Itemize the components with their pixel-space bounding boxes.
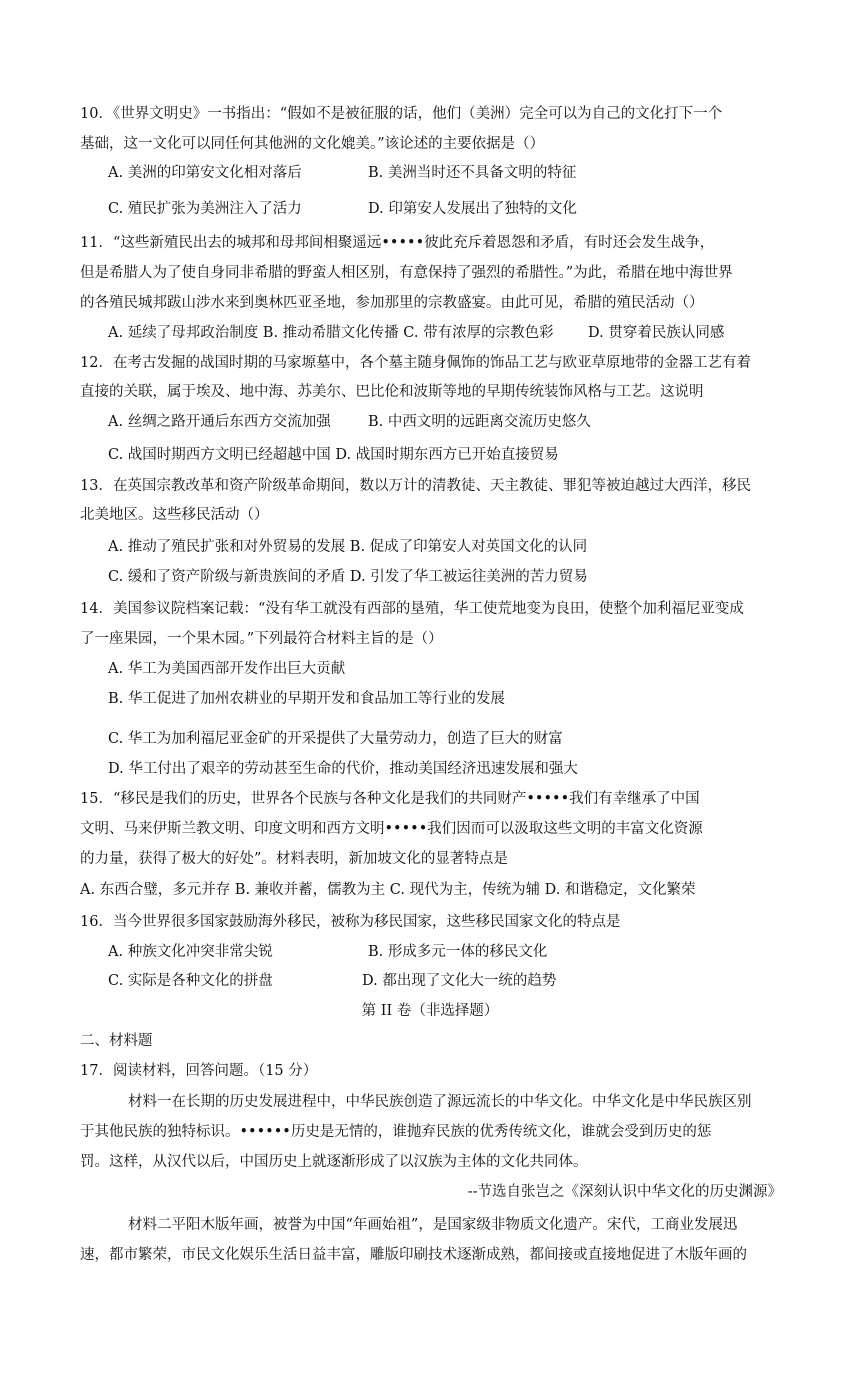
- q15-options: A. 东西合璧，多元并存 B. 兼收并蓄，儒教为主 C. 现代为主，传统为辅 D. 和谐稳定，文化繁荣: [80, 882, 696, 898]
- q10-option-a: A. 美洲的印第安文化相对落后: [108, 165, 302, 181]
- q10-stem-line1: 10．《世界文明史》一书指出：“假如不是被征服的话，他们（美洲）完全可以为自己的文化打下一个: [80, 106, 723, 122]
- q16-option-c: C. 实际是各种文化的拼盘: [108, 973, 273, 989]
- q14-stem-line2: 了一座果园，一个果木园。”下列最符合材料主旨的是（）: [80, 631, 443, 647]
- q17-material1-line2: 于其他民族的独特标识。••••••历史是无情的，谁抛弃民族的优秀传统文化，谁就会受到历史的惩: [80, 1124, 712, 1140]
- q10-stem-line2: 基础，这一文化可以同任何其他洲的文化媲美。”该论述的主要依据是（）: [80, 136, 545, 152]
- q15-stem-line3: 的力量，获得了极大的好处”。材料表明，新加坡文化的显著特点是: [80, 851, 508, 867]
- q12-stem-line1: 12．在考古发掘的战国时期的马家塬墓中，各个墓主随身佩饰的饰品工艺与欧亚草原地带的金器工艺有着: [80, 355, 751, 371]
- q14-stem-line1: 14．美国参议院档案记载：“没有华工就没有西部的垦殖，华工使荒地变为良田，使整个加利福尼亚变成: [80, 601, 744, 617]
- q13-options-ab: A. 推动了殖民扩张和对外贸易的发展 B. 促成了印第安人对英国文化的认同: [108, 539, 588, 555]
- q17-material1-source: --节选自张岂之《深刻认识中华文化的历史渊源》: [467, 1184, 782, 1200]
- q17-material2-line2: 速，都市繁荣，市民文化娱乐生活日益丰富，雕版印刷技术逐渐成熟，都间接或直接地促进了木版年画的: [80, 1247, 747, 1263]
- q11-stem-line1: 11．“这些新殖民出去的城邦和母邦间相聚遥远•••••彼此充斥着恩怨和矛盾，有时还会发生战争，: [80, 235, 715, 251]
- q17-material1-line1: 材料一在长期的历史发展进程中，中华民族创造了源远流长的中华文化。中华文化是中华民族区别: [128, 1094, 752, 1110]
- q17-stem: 17．阅读材料，回答问题。（15 分）: [80, 1063, 318, 1079]
- q16-stem: 16．当今世界很多国家鼓励海外移民，被称为移民国家，这些移民国家文化的特点是: [80, 914, 621, 930]
- q12-option-b: B. 中西文明的远距离交流历史悠久: [368, 414, 591, 430]
- q12-stem-line2: 直接的关联，属于埃及、地中海、苏美尔、巴比伦和波斯等地的早期传统装饰风格与工艺。这说明: [80, 384, 704, 400]
- q11-stem-line2: 但是希腊人为了使自身同非希腊的野蛮人相区别，有意保持了强烈的希腊性。”为此，希腊在地中海世界: [80, 265, 733, 281]
- q17-material1-line3: 罚。这样，从汉代以后，中国历史上就逐渐形成了以汉族为主体的文化共同体。: [80, 1154, 588, 1170]
- q11-stem-line3: 的各殖民城邦跋山涉水来到奥林匹亚圣地，参加那里的宗教盛宴。由此可见，希腊的殖民活动（）: [80, 295, 704, 311]
- q16-option-b: B. 形成多元一体的移民文化: [368, 944, 548, 960]
- q15-stem-line1: 15．“移民是我们的历史，世界各个民族与各种文化是我们的共同财产•••••我们有幸继承了中国: [80, 791, 700, 807]
- q16-option-d: D. 都出现了文化大一统的趋势: [362, 973, 557, 989]
- q17-material2-line1: 材料二平阳木版年画，被誉为中国“年画始祖”，是国家级非物质文化遗产。宋代，工商业发展迅: [128, 1217, 738, 1233]
- q12-option-a: A. 丝绸之路开通后东西方交流加强: [108, 414, 331, 430]
- q10-option-b: B. 美洲当时还不具备文明的特征: [368, 165, 577, 181]
- q15-stem-line2: 文明、马来伊斯兰教文明、印度文明和西方文明•••••我们因而可以汲取这些文明的丰富文化资源: [80, 821, 703, 837]
- q10-option-d: D. 印第安人发展出了独特的文化: [368, 201, 577, 217]
- q13-options-cd: C. 缓和了资产阶级与新贵族间的矛盾 D. 引发了华工被运往美洲的苦力贸易: [108, 569, 588, 585]
- q13-stem-line2: 北美地区。这些移民活动（）: [80, 507, 269, 523]
- q13-stem-line1: 13．在英国宗教改革和资产阶级革命期间，数以万计的清教徒、天主教徒、罪犯等被迫越过大西洋，移民: [80, 478, 751, 494]
- q14-option-a: A. 华工为美国西部开发作出巨大贡献: [108, 661, 346, 677]
- q16-option-a: A. 种族文化冲突非常尖锐: [108, 944, 273, 960]
- q11-option-d: D. 贯穿着民族认同感: [588, 325, 725, 341]
- part2-title: 第 II 卷（非选择题）: [361, 1003, 499, 1019]
- section-heading: 二、材料题: [80, 1033, 153, 1049]
- q14-option-c: C. 华工为加利福尼亚金矿的开采提供了大量劳动力，创造了巨大的财富: [108, 731, 563, 747]
- q11-options-abc: A. 延续了母邦政治制度 B. 推动希腊文化传播 C. 带有浓厚的宗教色彩: [108, 325, 554, 341]
- q12-options-cd: C. 战国时期西方文明已经超越中国 D. 战国时期东西方已开始直接贸易: [108, 447, 559, 463]
- q14-option-b: B. 华工促进了加州农耕业的早期开发和食品加工等行业的发展: [108, 691, 505, 707]
- q14-option-d: D. 华工付出了艰辛的劳动甚至生命的代价，推动美国经济迅速发展和强大: [108, 761, 578, 777]
- q10-option-c: C. 殖民扩张为美洲注入了活力: [108, 201, 302, 217]
